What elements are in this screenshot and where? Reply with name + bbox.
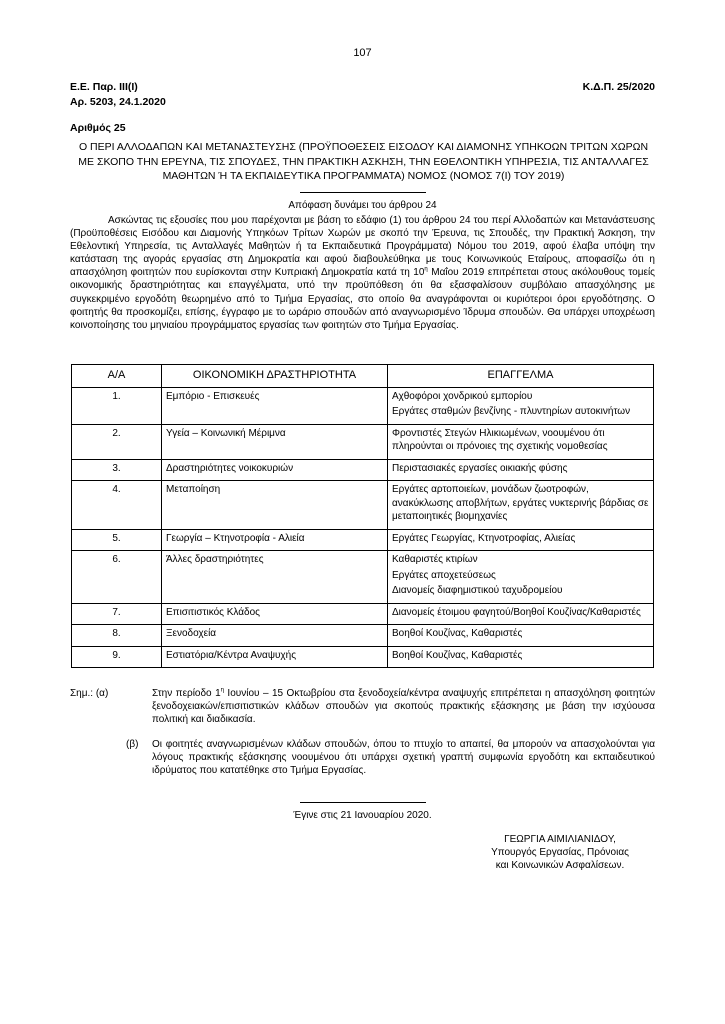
row-activity: Άλλες δραστηριότητες [162,551,388,604]
row-activity: Γεωργία – Κτηνοτροφία - Αλιεία [162,529,388,551]
occupation-item: Καθαριστές κτιρίων [392,554,478,565]
row-serial: 2. [72,424,162,459]
occupation-item: Εργάτες αποχετεύσεως [392,569,496,581]
row-serial: 1. [72,387,162,424]
row-activity: Δραστηριότητες νοικοκυριών [162,459,388,481]
issue-number-date: Αρ. 5203, 24.1.2020 [70,96,166,108]
row-serial: 9. [72,646,162,668]
note-b-key: (β) [126,739,139,750]
law-title: Ο ΠΕΡΙ ΑΛΛΟΔΑΠΩΝ ΚΑΙ ΜΕΤΑΝΑΣΤΕΥΣΗΣ (ΠΡΟΫΠΟΘΕΣΕΙΣ ΕΙΣΟΔΟΥ ΚΑΙ ΔΙΑΜΟΝΗΣ ΥΠΗΚΟΩΝ ΤΡΙΤΩΝ ΧΩΡΩΝ ΜΕ ΣΚΟΠΟ ΤΗΝ ΕΡΕΥΝΑ, ΤΙΣ ΣΠΟΥΔΕΣ, ΤΗΝ ΠΡΑΚΤΙΚΗ ΑΣΚΗΣΗ, ΤΗΝ ΕΘΕΛΟΝΤΙΚΗ ΥΠΗΡΕΣΙΑ, ΤΙΣ ΑΝΤΑΛΛΑΓΕΣ ΜΑΘΗΤΩΝ Ή ΤΑ ΕΚΠΑΙΔΕΥΤΙΚΑ ΠΡΟΓΡΑΜΜΑΤΑ) ΝΟΜΟΣ (ΝΟΜΟΣ 7(Ι) ΤΟΥ 2019) [78,141,649,182]
row-occupations [388,459,654,481]
occupation-item: Περιστασιακές εργασίες οικιακής φύσης [392,462,568,474]
table-row [72,481,654,530]
signatory-role-line1: Υπουργός Εργασίας, Πρόνοιας [491,847,629,859]
body-part1: Ασκώντας τις εξουσίες που μου παρέχονται με βάση το εδάφιο (1) του άρθρου 24 του περί Αλλοδαπών και Μετανάστευσης (Προϋποθέσεις Εισόδου και Διαμονής Υπηκόων Τρίτων Χωρών με σκοπό την Έρευνα, τις Σπουδές, την Πρακτική Άσκηση, την Εθελοντική Υπηρεσία, τις Ανταλλαγές Μαθητών ή τα Εκπαιδευτικά Προγράμματα) Νόμου του 2019, αφού έλαβα υπόψη την κατάσταση της αγοράς εργασίας στη Δημοκρατία και αφού διαβουλεύθηκα με τους Κοινωνικούς Εταίρους, αποφασίζω ότι η απασχόληση φοιτητών που ευρίσκονται στην Κυπριακή Δημοκρατία κατά τη 10 [70,215,655,279]
signatory-name: ΓΕΩΡΓΙΑ ΑΙΜΙΛΙΑΝΙΔΟΥ, [504,834,616,845]
row-activity: Επισιτιστικός Κλάδος [162,603,388,625]
row-serial: 5. [72,529,162,551]
row-activity: Εστιατόρια/Κέντρα Αναψυχής [162,646,388,668]
signature-block [470,833,650,873]
regulation-number: Κ.Δ.Π. 25/2020 [582,81,655,93]
occupation-item: Εργάτες αρτοποιείων, μονάδων ζωοτροφών, ανακύκλωσης αποβλήτων, εργάτες νυκτερινής βάρδιας σε μεταποιητικές βιομηχανίες [392,484,649,522]
row-serial: 3. [72,459,162,481]
note-a-part1: Στην περίοδο 1 [152,688,221,699]
row-occupations [388,603,654,625]
notes-label: Σημ.: (α) [70,688,109,699]
note-a-part2: Ιουνίου – 15 Οκτωβρίου στα ξενοδοχεία/κέντρα αναψυχής επιτρέπεται η απασχόληση φοιτητών ξενοδοχειακών/επισιτιστικών κλάδων σπουδών για σκοπούς πρακτικής εξάσκησης με βάση την ισχύουσα πολιτική και διαδικασία. [152,688,655,726]
date-of-issue: Έγινε στις 21 Ιανουαρίου 2020. [293,810,432,821]
row-serial: 8. [72,625,162,647]
table-row [72,459,654,481]
row-occupations [388,529,654,551]
signatory-role-line2: και Κοινωνικών Ασφαλίσεων. [495,860,625,872]
row-occupations [388,646,654,668]
table-row [72,529,654,551]
body-part2: Μαΐου 2019 επιτρέπεται στους ακόλουθους τομείς οικονομικής δραστηριότητας και επαγγέλματα, υπό την προϋπόθεση ότι θα εξασφαλίσουν συμβόλαιο απασχόλησης με συγκεκριμένο εργοδότη θεωρημένο από το Τμήμα Εργασίας, στο οποίο θα αναγράφονται οι κυριότεροι όροι εργοδότησης. Ο φοιτητής θα προσκομίζει, επίσης, έγγραφο με το ωράριο σπουδών από αναγνωρισμένο Ίδρυμα σπουδών. Θα υπάρχει υποχρέωση κοινοποίησης του μηνιαίου προγράμματος εργασίας των φοιτητών στο Τμήμα Εργασίας. [70,267,655,331]
row-serial: 7. [72,603,162,625]
table-header-row [72,365,654,388]
header-serial: Α/Α [72,365,162,388]
row-activity: Εμπόριο - Επισκευές [162,387,388,424]
row-occupations [388,387,654,424]
act-number: Αριθμός 25 [70,122,126,134]
table-row [72,424,654,459]
header-left [70,80,166,136]
occupation-item: Εργάτες Γεωργίας, Κτηνοτροφίας, Αλιείας [392,532,576,544]
row-occupations [388,625,654,647]
table-row [72,551,654,604]
note-a-superscript: η [220,687,224,694]
table-row [72,603,654,625]
header-occupation: ΕΠΑΓΓΕΛΜΑ [388,365,654,388]
row-activity: Υγεία – Κοινωνική Μέριμνα [162,424,388,459]
table-row [72,646,654,668]
row-occupations [388,481,654,530]
row-activity: Μεταποίηση [162,481,388,530]
decision-body [70,214,655,332]
table-row [72,625,654,647]
occupation-item: Βοηθοί Κουζίνας, Καθαριστές [392,649,523,661]
row-occupations [388,551,654,604]
page-number: 107 [353,47,372,59]
body-superscript: η [424,267,428,274]
table-body [72,387,654,668]
table-row [72,387,654,424]
row-activity: Ξενοδοχεία [162,625,388,647]
row-serial: 6. [72,551,162,604]
activities-table [71,364,654,668]
gazette-reference: Ε.Ε. Παρ. ΙΙΙ(Ι) [70,81,138,93]
occupation-item: Διανομείς διαφημιστικού ταχυδρομείου [392,585,563,596]
note-a-text [152,687,655,727]
divider-top [300,192,426,193]
row-serial: 4. [72,481,162,530]
note-b-text: Οι φοιτητές αναγνωρισμένων κλάδων σπουδών, όπου το πτυχίο το απαιτεί, θα μπορούν να απασχολούνται για λόγους πρακτικής εξάσκησης νοουμένου ότι υπάρχει σχετική γραπτή συμφωνία εργοδότη και εκπαιδευτικού ιδρύματος που κατατέθηκε στο Τμήμα Εργασίας. [152,739,655,777]
occupation-item: Εργάτες σταθμών βενζίνης - πλυντηρίων αυτοκινήτων [392,406,631,417]
occupation-item: Φροντιστές Στεγών Ηλικιωμένων, νοουμένου ότι πληρούνται οι πρόνοιες της σχετικής νομοθεσίας [392,427,608,452]
decision-heading: Απόφαση δυνάμει του άρθρου 24 [288,200,437,211]
header-activity: ΟΙΚΟΝΟΜΙΚΗ ΔΡΑΣΤΗΡΙΟΤΗΤΑ [162,365,388,388]
row-occupations [388,424,654,459]
occupation-item: Αχθοφόροι χονδρικού εμπορίου [392,390,533,402]
divider-bottom [300,802,426,803]
occupation-item: Διανομείς έτοιμου φαγητού/Βοηθοί Κουζίνας/Καθαριστές [392,606,641,618]
occupation-item: Βοηθοί Κουζίνας, Καθαριστές [392,628,523,639]
